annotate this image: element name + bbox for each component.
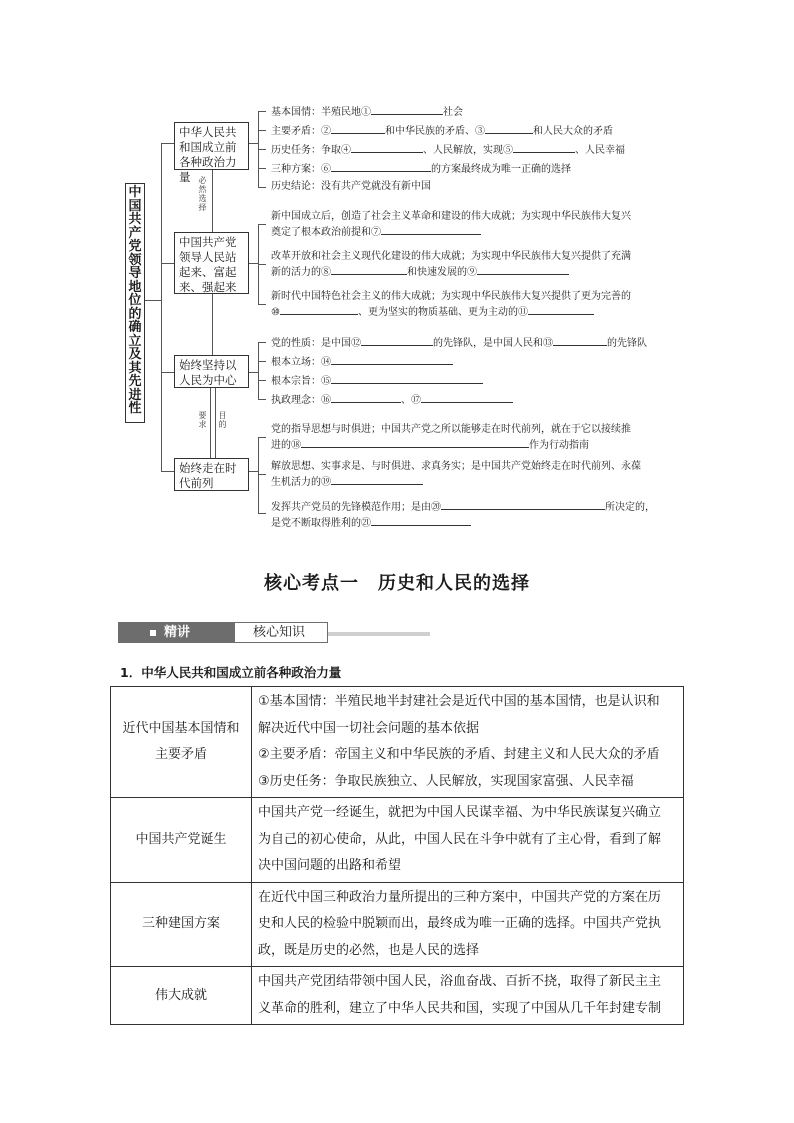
connector (258, 111, 266, 112)
connector (258, 264, 266, 265)
connector (249, 471, 258, 472)
square-bullet-icon (150, 630, 156, 636)
banner-rule (328, 632, 430, 636)
leaf-party-nature: 党的性质：是中国⑫ 的先锋队，是中国人民和⑬ 的先锋队 (271, 335, 647, 351)
connector (161, 372, 174, 373)
leaf-fundamental-purpose: 根本宗旨：⑮ (271, 373, 483, 389)
fill-blank[interactable] (477, 264, 569, 275)
table-row (111, 687, 684, 798)
knowledge-table (110, 686, 684, 1025)
banner-tab-knowledge: 核心知识 (234, 622, 328, 643)
leaf-main-contradiction: 主要矛盾：② 和中华民族的矛盾、③ 和人民大众的矛盾 (271, 123, 613, 139)
connector (258, 224, 266, 225)
leaf-three-plans: 三种方案：⑥ 的方案最终成为唯一正确的选择 (271, 161, 571, 177)
section-title: 核心考点一 历史和人民的选择 (264, 573, 530, 594)
leaf-guiding-thought: 党的指导思想与时俱进；中国共产党之所以能够走在时代前列，就在于它以接续推 进的⑱ 作为行动指南 (271, 424, 631, 451)
connector (258, 149, 266, 150)
fill-blank[interactable] (331, 373, 483, 384)
connector (258, 474, 266, 475)
connector (258, 187, 266, 188)
node-label: 中国共产党领导人民站起来、富起来、强起来 (179, 235, 237, 294)
connector (145, 300, 161, 301)
leaf-historical-task: 历史任务：争取④ 、人民解放，实现⑤ 、人民幸福 (271, 142, 625, 158)
leaf-vanguard-role: 发挥共产党员的先锋模范作用；是由⑳ 所决定的， 是党不断取得胜利的㉑ (271, 499, 655, 531)
section-banner (118, 622, 430, 643)
arrow-line (210, 388, 211, 458)
table-value: ①基本国情：半殖民地半封建社会是近代中国的基本国情，也是认识和 解决近代中国一切社会问题的基本依据 ②主要矛盾：帝国主义和中华民族的矛盾、封建主义和人民大众的矛盾 ③历史任务：争取民族独立、人民解放，实现国家富强、人民幸福 (252, 687, 684, 798)
table-key: 近代中国基本国情和主要矛盾 (111, 687, 252, 798)
fill-blank[interactable] (441, 499, 605, 510)
arrow-line (212, 170, 213, 232)
leaf-seek-truth: 解放思想、实事求是、与时俱进、求真务实；是中国共产党始终走在时代前列、永葆 生机活力的⑲ (271, 461, 641, 488)
connector (258, 168, 266, 169)
connector (258, 437, 259, 513)
connector (258, 130, 266, 131)
connector (258, 399, 266, 400)
arrow-line (212, 294, 213, 355)
fill-blank[interactable] (421, 392, 513, 403)
connector (161, 263, 174, 264)
arrow-line (215, 388, 216, 458)
banner-tab-lecture: 精讲 (118, 622, 234, 643)
table-key: 中国共产党诞生 (111, 798, 252, 883)
connector-label-must: 必 然 选 择 (198, 176, 207, 212)
fill-blank[interactable] (301, 437, 529, 448)
connector (161, 471, 174, 472)
connector (249, 263, 258, 264)
fill-blank[interactable] (351, 142, 423, 153)
fill-blank[interactable] (371, 104, 443, 115)
mindmap-root (125, 183, 145, 423)
leaf-fundamental-stance: 根本立场：⑭ (271, 354, 453, 370)
fill-blank[interactable] (513, 142, 575, 153)
mindmap-node-people-centered (174, 355, 249, 388)
leaf-reform-achievement: 改革开放和社会主义现代化建设的伟大成就；为实现中华民族伟大复兴提供了充满 新的活力的⑧ 和快速发展的⑨ (271, 251, 631, 278)
subheading: 1．中华人民共和国成立前各种政治力量 (120, 665, 342, 680)
fill-blank[interactable] (331, 392, 401, 403)
node-label: 中华人民共和国成立前各种政治力量 (179, 125, 237, 184)
connector (258, 304, 266, 305)
node-label: 始终走在时代前列 (179, 461, 237, 490)
table-row (111, 882, 684, 967)
leaf-historical-conclusion: 历史结论：没有共产党就没有新中国 (271, 181, 431, 192)
connector (258, 361, 266, 362)
table-value: 中国共产党团结带领中国人民，浴血奋战、百折不挠，取得了新民主主 义革命的胜利，建立了中华人民共和国，实现了中国从几千年封建专制 (252, 967, 684, 1025)
table-key: 三种建国方案 (111, 882, 252, 967)
connector (258, 437, 266, 438)
mindmap-node-political-forces (174, 122, 249, 184)
fill-blank[interactable] (381, 224, 481, 235)
fill-blank[interactable] (331, 161, 431, 172)
leaf-basic-condition: 基本国情：半殖民地① 社会 (271, 104, 463, 120)
connector (249, 143, 258, 144)
mindmap-root-label: 中 国 共 产 党 领 导 地 位 的 确 立 及 其 先 进 性 (128, 185, 142, 416)
connector (249, 372, 258, 373)
leaf-new-era-achievement: 新时代中国特色社会主义的伟大成就；为实现中华民族伟大复兴提供了更为完善的 ⑩ 、更为坚实的物质基础、更为主动的⑪ (271, 291, 631, 318)
connector (258, 513, 266, 514)
fill-blank[interactable] (528, 304, 594, 315)
mindmap-node-stand-up-rich-strong (174, 232, 249, 294)
connector-label-requirement: 要 求 (198, 411, 207, 429)
table-row (111, 798, 684, 883)
connector-label-purpose: 目 的 (218, 411, 227, 429)
connector (161, 143, 162, 471)
leaf-new-china-achievement: 新中国成立后，创造了社会主义革命和建设的伟大成就；为实现中华民族伟大复兴 奠定了根本政治前提和⑦ (271, 211, 631, 238)
connector (258, 342, 259, 399)
mindmap-node-forefront-of-times (174, 458, 249, 491)
connector (258, 342, 266, 343)
table-key: 伟大成就 (111, 967, 252, 1025)
fill-blank[interactable] (361, 335, 433, 346)
node-label: 始终坚持以人民为中心 (179, 358, 237, 387)
table-value: 在近代中国三种政治力量所提出的三种方案中，中国共产党的方案在历 史和人民的检验中脱颖而出，最终成为唯一正确的选择。中国共产党执 政，既是历史的必然，也是人民的选择 (252, 882, 684, 967)
fill-blank[interactable] (331, 264, 407, 275)
leaf-governance-concept: 执政理念：⑯ 、⑰ (271, 392, 513, 408)
connector (258, 380, 266, 381)
fill-blank[interactable] (331, 354, 453, 365)
fill-blank[interactable] (485, 123, 533, 134)
fill-blank[interactable] (331, 474, 423, 485)
connector (161, 143, 174, 144)
fill-blank[interactable] (553, 335, 607, 346)
fill-blank[interactable] (331, 123, 385, 134)
table-row (111, 967, 684, 1025)
fill-blank[interactable] (371, 515, 471, 526)
fill-blank[interactable] (280, 304, 358, 315)
table-value: 中国共产党一经诞生，就把为中国人民谋幸福、为中华民族谋复兴确立 为自己的初心使命，从此，中国人民在斗争中就有了主心骨，看到了解 决中国问题的出路和希望 (252, 798, 684, 883)
